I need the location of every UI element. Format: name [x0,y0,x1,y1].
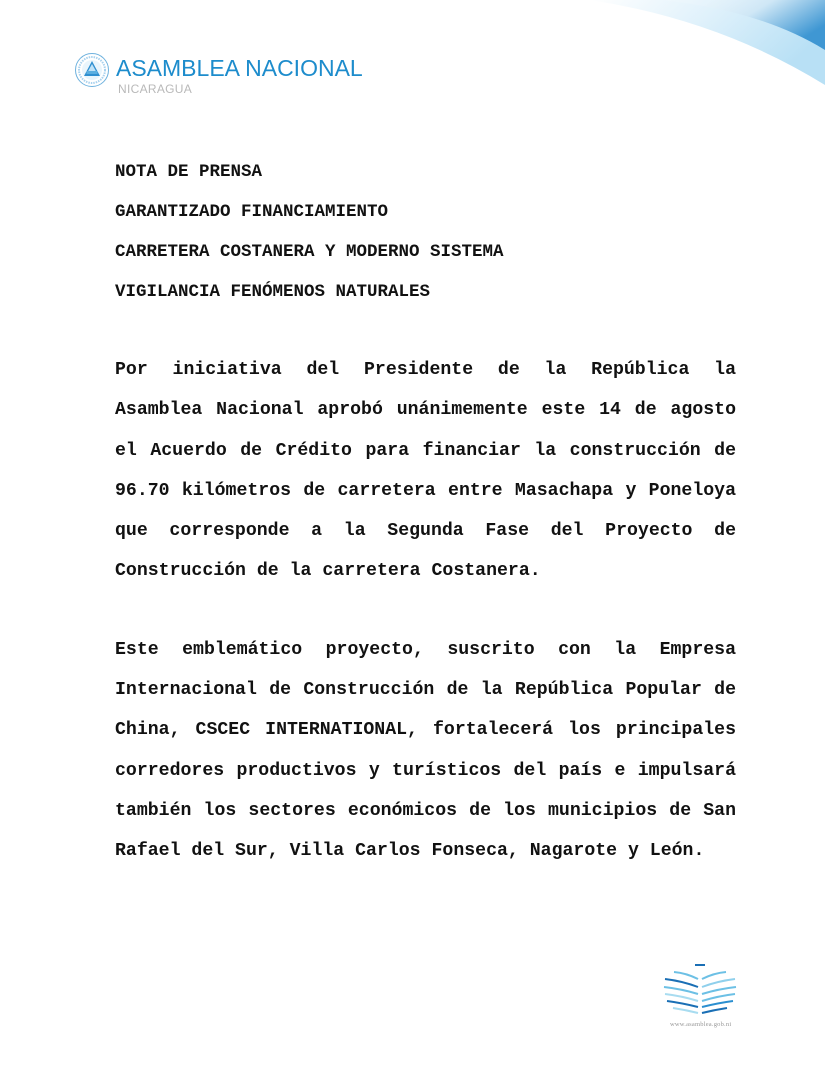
press-release-label: NOTA DE PRENSA [115,162,263,182]
brand-name: ASAMBLEA NACIONAL [116,55,363,81]
header-logo [74,52,363,94]
paragraph-2: Este emblemático proyecto, suscrito con la Empresa Internacional de Construcción de la República Popular de China, CSCEC INTERNATIONAL, fortalecerá los principales corredores productivos y turísticos del país e impulsará también los sectores económicos de los municipios de San Rafael del Sur, Villa Carlos Fonseca, Nagarote y León. [115,639,736,862]
nicaragua-coat-of-arms-icon [74,52,110,88]
brand-country: NICARAGUA [118,82,193,96]
headline-line-1: GARANTIZADO FINANCIAMIENTO [115,202,389,222]
website-url: www.asamblea.gob.ni [670,1021,732,1028]
headline-line-3: VIGILANCIA FENÓMENOS NATURALES [115,282,431,302]
press-release-body [115,152,736,872]
headline-line-2: CARRETERA COSTANERA Y MODERNO SISTEMA [115,242,504,262]
paragraph-1: Por iniciativa del Presidente de la República la Asamblea Nacional aprobó unánimemente este 14 de agosto el Acuerdo de Crédito para financiar la construcción de 96.70 kilómetros de carretera entre Masachapa y Poneloya que corresponde a la Segunda Fase del Proyecto de Construcción de la carretera Costanera. [115,360,736,582]
parliament-arcs-icon [660,960,740,1018]
